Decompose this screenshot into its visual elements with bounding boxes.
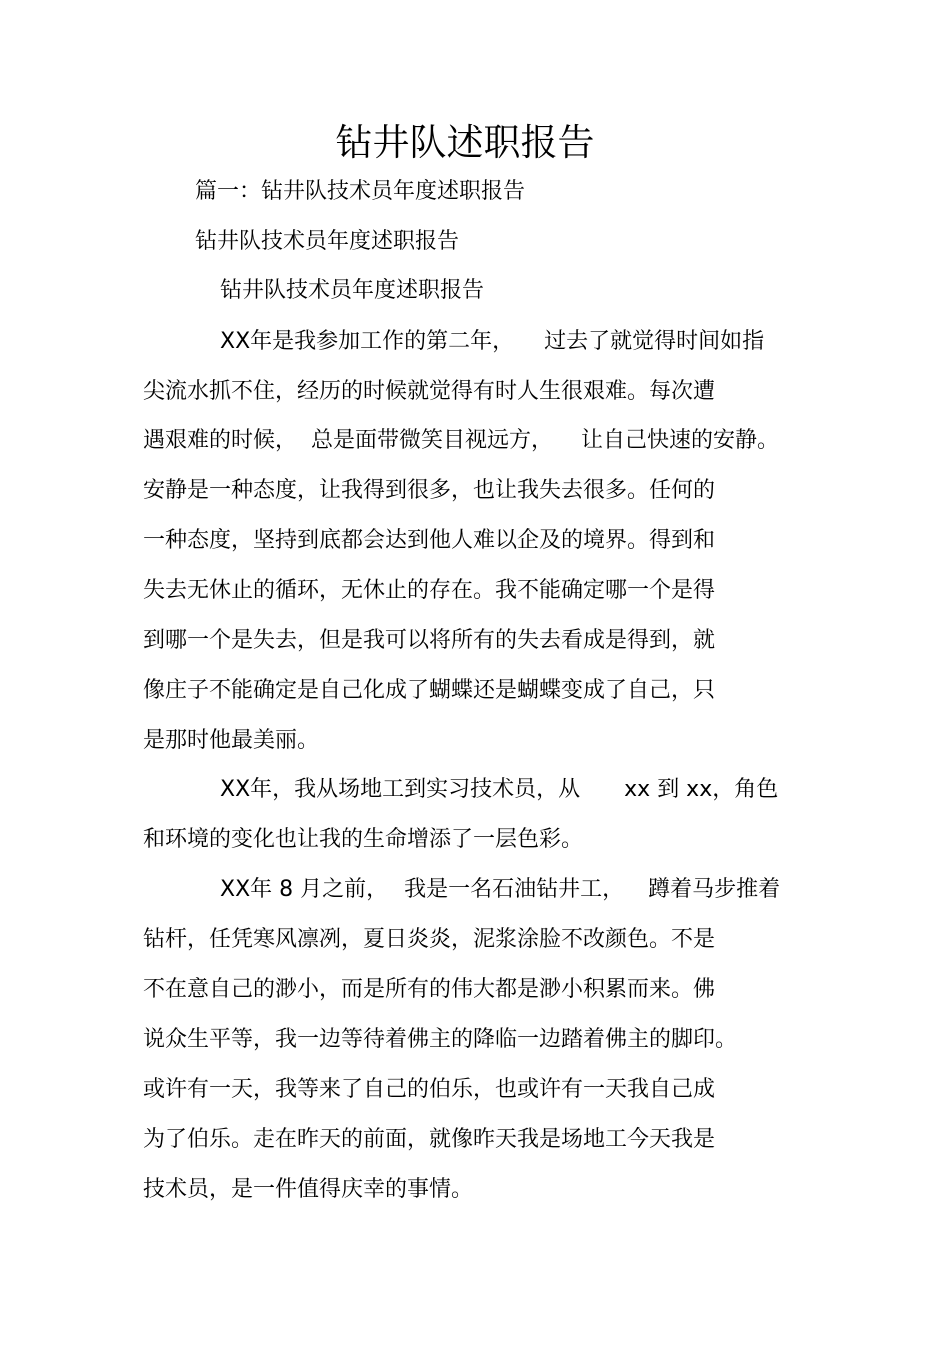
paragraph-line: 为了伯乐。走在昨天的前面，就像昨天我是场地工今天我是 bbox=[143, 1127, 716, 1152]
document-title: 钻井队述职报告 bbox=[335, 121, 595, 164]
paragraph-line: 一种态度，坚持到底都会达到他人难以企及的境界。得到和 bbox=[143, 528, 716, 553]
paragraph-line: 钻杆，任凭寒风凛冽，夏日炎炎，泥浆涂脸不改颜色。不是 bbox=[143, 927, 716, 952]
text-segment: XX年 8 月之前， bbox=[220, 877, 389, 902]
text-segment: 过去了就觉得时间如指 bbox=[544, 329, 765, 354]
text-segment: xx 到 xx，角色 bbox=[624, 777, 779, 802]
subtitle-part-one: 篇一：钻井队技术员年度述职报告 bbox=[195, 179, 526, 204]
text-segment: 让自己快速的安静。 bbox=[581, 428, 780, 453]
paragraph-line: 不在意自己的渺小，而是所有的伟大都是渺小积累而来。佛 bbox=[143, 977, 716, 1002]
paragraph-line: 到哪一个是失去，但是我可以将所有的失去看成是得到，就 bbox=[143, 628, 716, 653]
text-segment: 我是一名石油钻井工， bbox=[404, 877, 625, 902]
text-segment: XX年，我从场地工到实习技术员，从 bbox=[220, 777, 581, 802]
text-segment: 总是面带微笑目视远方， bbox=[311, 428, 554, 453]
subtitle-heading: 钻井队技术员年度述职报告 bbox=[195, 229, 460, 254]
paragraph-line: 安静是一种态度，让我得到很多，也让我失去很多。任何的 bbox=[143, 478, 716, 503]
paragraph-line bbox=[220, 327, 764, 357]
paragraph-line: 或许有一天，我等来了自己的伯乐，也或许有一天我自己成 bbox=[143, 1077, 716, 1102]
paragraph-line bbox=[220, 875, 780, 905]
subtitle-repeat: 钻井队技术员年度述职报告 bbox=[220, 278, 485, 303]
paragraph-line: 技术员，是一件值得庆幸的事情。 bbox=[143, 1177, 474, 1202]
paragraph-line bbox=[143, 426, 779, 456]
paragraph-line: 失去无休止的循环，无休止的存在。我不能确定哪一个是得 bbox=[143, 578, 716, 603]
paragraph-line: 尖流水抓不住，经历的时候就觉得有时人生很艰难。每次遭 bbox=[143, 379, 716, 404]
text-segment: 蹲着马步推着 bbox=[648, 877, 781, 902]
paragraph-line: 和环境的变化也让我的生命增添了一层色彩。 bbox=[143, 827, 584, 852]
text-segment: 遇艰难的时候， bbox=[143, 428, 298, 453]
paragraph-line: 是那时他最美丽。 bbox=[143, 728, 320, 753]
paragraph-line bbox=[220, 775, 778, 805]
paragraph-line: 说众生平等，我一边等待着佛主的降临一边踏着佛主的脚印。 bbox=[143, 1027, 738, 1052]
text-segment: XX年是我参加工作的第二年， bbox=[220, 329, 515, 354]
paragraph-line: 像庄子不能确定是自己化成了蝴蝶还是蝴蝶变成了自己，只 bbox=[143, 678, 716, 703]
